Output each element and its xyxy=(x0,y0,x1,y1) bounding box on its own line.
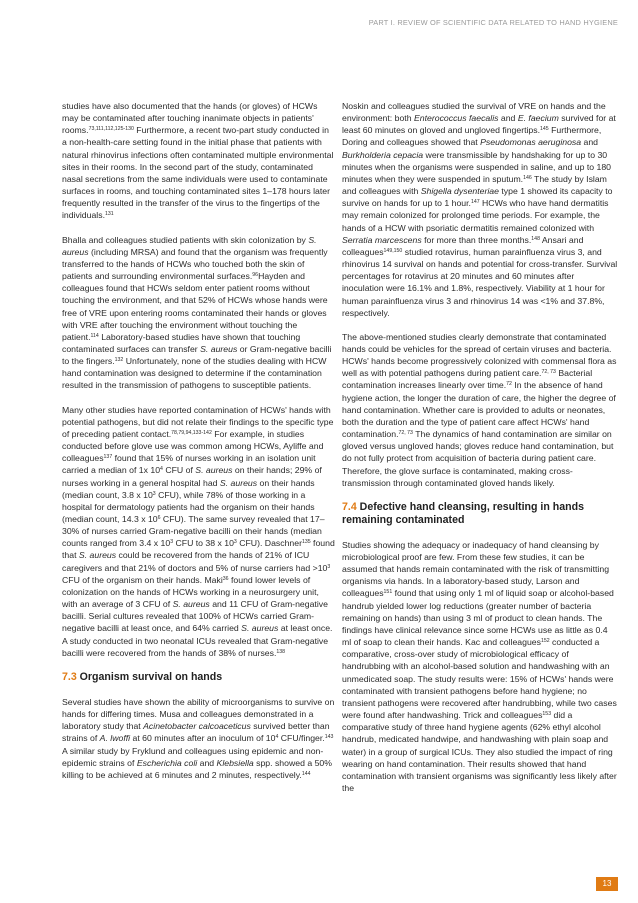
left-column xyxy=(62,100,335,793)
paragraph: The above-mentioned studies clearly demonstrate that contaminated hands could be vehicles for the spread of certain viruses and bacteria. HCWs' hands become progressively colonized with commensal flora as well as with potential pathogens during patient care.$^{72, 73}$ Bacterial contamination increases linearly over time.$^{72}$ In the absence of hand hygiene action, the longer the duration of care, the higher the degree of hand contamination. Whether care is provided to adults or neonates, both the duration and the type of patient care affect HCWs' hand contamination.$^{72, 73}$ The dynamics of hand contamination are similar on gloved versus ungloved hands; gloves reduce hand contamination, but do not fully protect from acquisition of bacteria during patient care. Therefore, the glove surface is contaminated, making cross-transmission through contaminated gloved hands likely. xyxy=(342,331,617,488)
section-heading-7-4: 7.4 Defective hand cleansing, resulting in hands remaining contaminated xyxy=(342,500,584,526)
paragraph: Noskin and colleagues studied the survival of VRE on hands and the environment: both Enterococcus faecalis and E. faecium survived for at least 60 minutes on gloved and ungloved fingertips.$^{145}$ Furthermore, Doring and colleagues showed that Pseudomonas aeruginosa and Burkholderia cepacia were transmissible by handshaking for up to 30 minutes when the organisms were suspended in saline, and up to 180 minutes when they were suspended in sputum.$^{146}$ The study by Islam and colleagues with Shigella dysenteriae type 1 showed its capacity to survive on hands for up to 1 hour.$^{147}$ HCWs who have hand dermatitis may remain colonized for prolonged time periods. For example, the hands of a HCW with psoriatic dermatitis remained colonized with Serratia marcescens for more than three months.$^{148}$ Ansari and colleagues$^{149,150}$ studied rotavirus, human parainfluenza virus 3, and rhinovirus 14 survival on hands and potential for cross-transfer. Survival percentages for rotavirus at 20 minutes and 60 minutes after inoculation were 16.1% and 1.8%, respectively. Viability at 1 hour for human parainfluenza virus 3 and rhinovirus 14 was <1% and 37.8%, respectively. xyxy=(342,101,618,318)
running-header: PART I. REVIEW OF SCIENTIFIC DATA RELATED TO HAND HYGIENE xyxy=(368,18,618,27)
section-heading-7-3: 7.3 Organism survival on hands xyxy=(62,670,223,683)
paragraph: Many other studies have reported contamination of HCWs' hands with potential pathogens, but did not relate their findings to the specific type of preceding patient contact.$^{78,79,94,133-142}$ For example, in studies conducted before glove use was common among HCWs, Ayliffe and colleagues$^{137}$ found that 15% of nurses working in an isolation unit carried a median of 1x $10^4$ CFU of S. aureus on their hands; 29% of nurses working in a general hospital had S. aureus on their hands (median count, 3.8 x $10^3$ CFU), while 78% of those working in a hospital for dermatology patients had the organism on their hands (median count, 14.3 x $10^6$ CFU). The same survey revealed that 17–30% of nurses carried Gram-negative bacilli on their hands (median counts ranged from 3.4 x $10^3$ CFU to 38 x $10^3$ CFU). Daschner$^{135}$ found that S. aureus could be recovered from the hands of 21% of ICU caregivers and that 21% of doctors and 5% of nurse carriers had $>10^3$ CFU of the organism on their hands. Maki$^{36}$ found lower levels of colonization on the hands of HCWs working in a neurosurgery unit, with an average of 3 CFU of S. aureus and 11 CFU of Gram-negative bacilli. Serial cultures revealed that 100% of HCWs carried Gram-negative bacilli at least once, and 64% carried S. aureus at least once. A study conducted in two neonatal ICUs revealed that Gram-negative bacilli were recovered from the hands of 38% of nurses.$^{138}$ xyxy=(62,404,335,658)
paragraph: studies have also documented that the hands (or gloves) of HCWs may be contaminated after touching inanimate objects in patients' rooms.$^{73,111,112,125-130}$ Furthermore, a recent two-part study conducted in a non-health-care setting found in the initial phase that patients with natural rhinovirus infections often contaminated multiple environmental sites in their rooms. In the second part of the study, contaminated nasal secretions from the same individuals were used to contaminate surfaces in rooms, and touching contaminated sites 1–178 hours later frequently resulted in the transfer of the virus to the fingertips of the individuals.$^{131}$ xyxy=(62,101,334,221)
paragraph: Several studies have shown the ability of microorganisms to survive on hands for differing times. Musa and colleagues demonstrated in a laboratory study that Acinetobacter calcoaceticus survived better than strains of A. lwoffi at 60 minutes after an inoculum of $10^4$ CFU/finger.$^{143}$ A similar study by Fryklund and colleagues using epidemic and non-epidemic strains of Escherichia coli and Klebsiella spp. showed a 50% killing to be achieved at 6 minutes and 2 minutes, respectively.$^{144}$ xyxy=(62,696,335,780)
right-column xyxy=(342,100,618,806)
paragraph: Bhalla and colleagues studied patients with skin colonization by S. aureus (including MRSA) and found that the organism was frequently transferred to the hands of HCWs who touched both the skin of patients and surrounding environmental surfaces.$^{96}$Hayden and colleagues found that HCWs seldom enter patient rooms without touching the environment, and that 52% of HCWs whose hands were free of VRE upon entering rooms contaminated their hands or gloves with VRE after touching the environment without touching the patient.$^{114}$ Laboratory-based studies have shown that touching contaminated surfaces can transfer S. aureus or Gram-negative bacilli to the fingers.$^{132}$ Unfortunately, none of the studies dealing with HCW hand contamination was designed to determine if the contamination resulted in the transmission of pathogens to susceptible patients. xyxy=(62,234,332,391)
paragraph: Studies showing the adequacy or inadequacy of hand cleansing by microbiological proof are few. From these few studies, it can be assumed that hands remain contaminated with the risk of transmitting organisms via hands. In a laboratory-based study, Larson and colleagues$^{151}$ found that using only 1 ml of liquid soap or alcohol-based handrub yielded lower log reductions (greater number of bacteria remaining on hands) than using 3 ml of product to clean hands. The findings have clinical relevance since some HCWs use as little as 0.4 ml of soap to clean their hands. Kac and colleagues$^{152}$ conducted a comparative, cross-over study of microbiological efficacy of handrubbing with an alcohol-based solution and handwashing with an unmedicated soap. The study results were: 15% of HCWs' hands were contaminated with transient pathogens before hand hygiene; no transient pathogens were recovered after handrubbing, while two cases were found after handwashing. Trick and colleagues$^{153}$ did a comparative study of three hand hygiene agents (62% ethyl alcohol handrub, medicated handwipe, and handwashing with plain soap and water) in a group of surgical ICUs. They also studied the impact of ring wearing on hand contamination. Their results showed that hand contamination with transient organisms was significantly less likely after the xyxy=(342,539,617,793)
page-number-badge: 13 xyxy=(596,877,618,891)
